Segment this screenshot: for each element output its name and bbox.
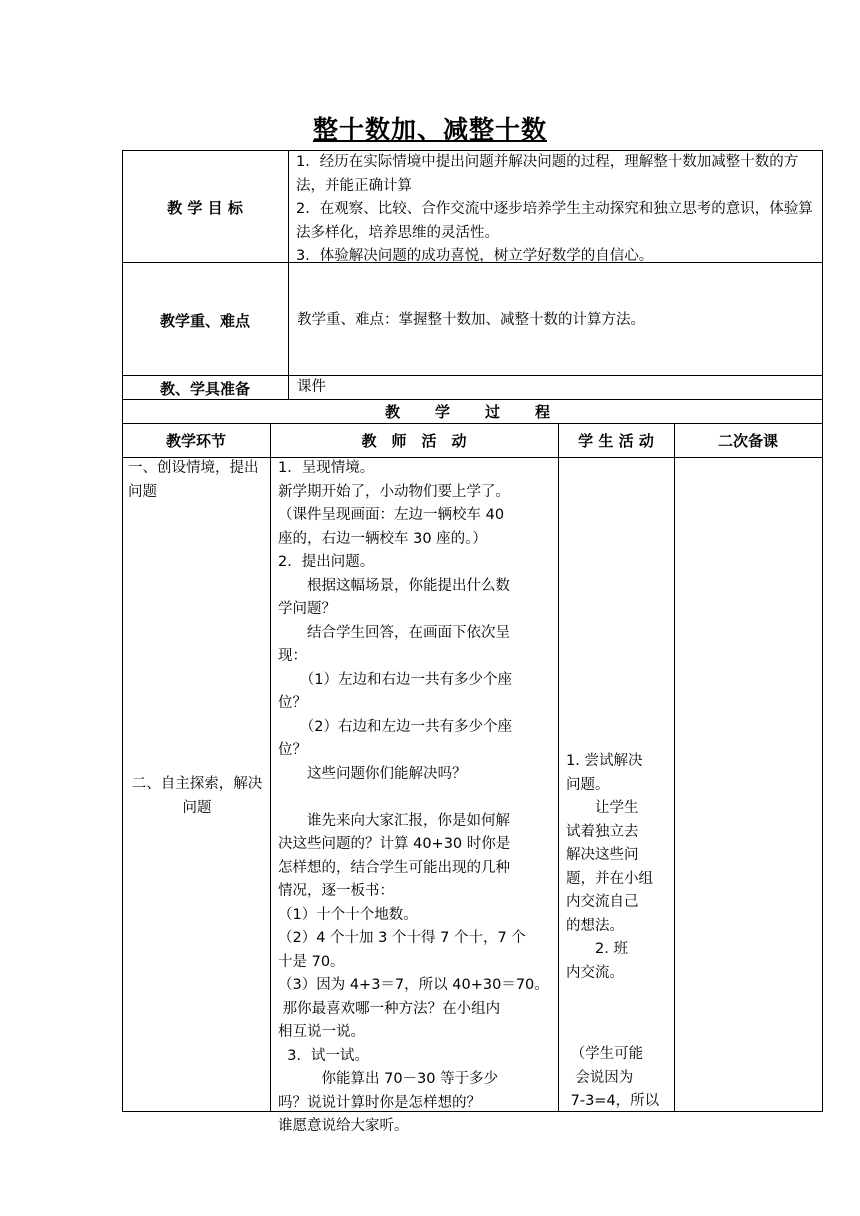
teacher-line: （2）4 个十加 3 个十得 7 个十，7 个 bbox=[278, 930, 526, 946]
prep-text: 课件 bbox=[297, 379, 326, 395]
student-line: 试着独立去 bbox=[566, 823, 639, 840]
goals-label: 教 学 目 标 bbox=[167, 199, 243, 217]
teacher-line: 决这些问题的？计算 40+30 时你是 bbox=[278, 836, 511, 852]
teacher-line: （2）右边和左边一共有多少个座 bbox=[278, 718, 512, 735]
column-header-second-prep: 二次备课 bbox=[717, 432, 778, 450]
student-line: 的想法。 bbox=[566, 917, 624, 934]
teacher-line: 情况，逐一板书： bbox=[278, 883, 394, 899]
student-line: 会说因为 bbox=[566, 1069, 634, 1086]
teacher-line: 相互说一说。 bbox=[278, 1024, 365, 1040]
teacher-line: 位？ bbox=[278, 742, 307, 758]
student-line: 7-3=4，所以 bbox=[566, 1093, 660, 1109]
focus-text: 教学重、难点：掌握整十数加、减整十数的计算方法。 bbox=[297, 312, 645, 328]
student-line: （学生可能 bbox=[566, 1046, 644, 1062]
teacher-line: 学问题？ bbox=[278, 601, 336, 617]
prep-label: 教、学具准备 bbox=[159, 380, 250, 398]
page-title: 整十数加、减整十数 bbox=[312, 115, 547, 144]
teacher-line bbox=[278, 786, 556, 810]
goal-item-3: 3．体验解决问题的成功喜悦，树立学好数学的自信心。 bbox=[296, 248, 654, 264]
teacher-line: 新学期开始了，小动物们要上学了。 bbox=[278, 483, 510, 500]
student-line: 内交流自己 bbox=[566, 894, 639, 910]
teacher-line: 谁愿意说给大家听。 bbox=[278, 1118, 409, 1134]
teacher-activity bbox=[278, 457, 556, 1139]
teacher-line: 位？ bbox=[278, 695, 307, 711]
teacher-line: 谁先来向大家汇报，你是如何解 bbox=[278, 812, 510, 829]
student-line: 2. 班 bbox=[566, 941, 628, 957]
student-activity bbox=[566, 750, 672, 1114]
column-header-stage: 教学环节 bbox=[165, 432, 226, 450]
student-line bbox=[566, 985, 672, 1009]
teacher-line: （课件呈现画面：左边一辆校车 40 bbox=[278, 507, 505, 523]
teacher-line: 十是 70。 bbox=[278, 953, 345, 970]
teacher-line: 吗？说说计算时你是怎样想的？ bbox=[278, 1094, 481, 1111]
process-header: 教 学 过 程 bbox=[384, 403, 560, 421]
student-line: 内交流。 bbox=[566, 964, 624, 981]
teacher-line: 座的，右边一辆校车 30 座的。） bbox=[278, 530, 487, 547]
stage-2: 二、自主探索，解决问题 bbox=[131, 776, 263, 816]
teacher-line: 那你最喜欢哪一种方法？在小组内 bbox=[278, 1000, 501, 1017]
student-line: 解决这些问 bbox=[566, 847, 639, 863]
goals-content bbox=[296, 151, 818, 269]
column-header-teacher: 教 师 活 动 bbox=[361, 432, 467, 450]
teacher-line: （3）因为 4+3＝7，所以 40+30＝70。 bbox=[278, 977, 549, 993]
teacher-line: 根据这幅场景，你能提出什么数 bbox=[278, 577, 510, 594]
goal-item-2: 2．在观察、比较、合作交流中逐步培养学生主动探究和独立思考的意识，体验算法多样化，培养思维的灵活性。 bbox=[296, 201, 813, 241]
stage-1: 一、创设情境，提出问题 bbox=[128, 460, 259, 500]
column-header-student: 学 生 活 动 bbox=[578, 432, 654, 450]
teacher-line: 2．提出问题。 bbox=[278, 554, 375, 570]
focus-label: 教学重、难点 bbox=[159, 312, 250, 330]
student-line bbox=[566, 1009, 672, 1033]
teacher-line: 1．呈现情境。 bbox=[278, 460, 375, 476]
student-line: 题，并在小组 bbox=[566, 870, 653, 887]
student-line: 让学生 bbox=[566, 800, 639, 816]
goal-item-1: 1．经历在实际情境中提出问题并解决问题的过程，理解整十数加减整十数的方法，并能正确计算 bbox=[296, 154, 799, 194]
teacher-line: （1）十个十个地数。 bbox=[278, 906, 418, 923]
student-line: 1. 尝试解决 bbox=[566, 753, 643, 769]
teacher-line: 这些问题你们能解决吗？ bbox=[278, 765, 467, 782]
teacher-line: （1）左边和右边一共有多少个座 bbox=[278, 671, 512, 688]
student-line bbox=[566, 1032, 672, 1043]
teacher-line: 你能算出 70－30 等于多少 bbox=[278, 1071, 499, 1087]
teacher-line: 3．试一试。 bbox=[278, 1047, 369, 1064]
teacher-line: 结合学生回答，在画面下依次呈 bbox=[278, 624, 510, 641]
student-line: 问题。 bbox=[566, 776, 610, 793]
teacher-line: 怎样想的，结合学生可能出现的几种 bbox=[278, 859, 510, 876]
teacher-line: 现： bbox=[278, 648, 307, 664]
